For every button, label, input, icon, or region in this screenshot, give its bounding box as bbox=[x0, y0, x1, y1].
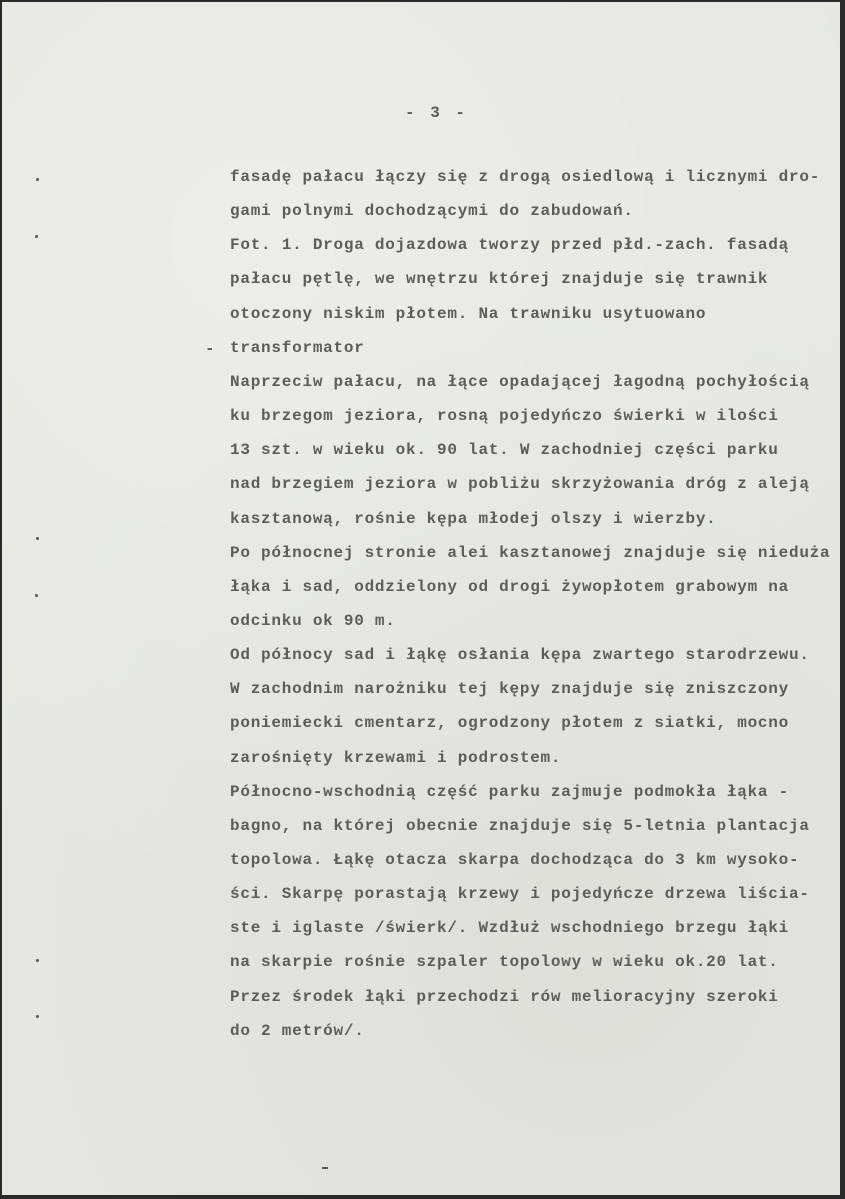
margin-mark bbox=[36, 537, 39, 540]
text-line: poniemiecki cmentarz, ogrodzony płotem z siatki, mocno bbox=[230, 714, 789, 733]
text-line: odcinku ok 90 m. bbox=[230, 611, 396, 630]
text-line: otoczony niskim płotem. Na trawniku usytuowano bbox=[230, 304, 707, 323]
text-line: Naprzeciw pałacu, na łące opadającej łagodną pochyłością bbox=[230, 372, 810, 391]
text-line: do 2 metrów/. bbox=[230, 1021, 365, 1040]
bottom-mark bbox=[322, 1167, 328, 1169]
margin-mark bbox=[35, 594, 38, 597]
text-line: transformator bbox=[230, 338, 365, 357]
text-line: łąka i sad, oddzielony od drogi żywopłotem grabowym na bbox=[230, 577, 789, 596]
page-number: - 3 - bbox=[405, 104, 469, 122]
text-line: pałacu pętlę, we wnętrzu której znajduje się trawnik bbox=[230, 270, 769, 289]
text-line: fasadę pałacu łączy się z drogą osiedlową i licznymi dro- bbox=[230, 168, 821, 186]
text-line: kasztanową, rośnie kępa młodej olszy i wierzby. bbox=[230, 509, 717, 528]
text-line: topolowa. Łąkę otacza skarpa dochodząca do 3 km wysoko- bbox=[230, 851, 800, 869]
margin-mark bbox=[36, 178, 39, 181]
text-line: Po północnej stronie alei kasztanowej znajduje się nieduża bbox=[230, 543, 831, 562]
text-line: zarośnięty krzewami i podrostem. bbox=[230, 748, 562, 767]
text-line: Fot. 1. Droga dojazdowa tworzy przed płd.-zach. fasadą bbox=[230, 236, 789, 255]
margin-dash: - bbox=[205, 340, 215, 358]
text-line: Przez środek łąki przechodzi rów melioracyjny szeroki bbox=[230, 987, 779, 1006]
text-line: nad brzegiem jeziora w pobliżu skrzyżowania dróg z aleją bbox=[230, 475, 810, 494]
text-line: gami polnymi dochodzącymi do zabudowań. bbox=[230, 202, 634, 221]
text-line: bagno, na której obecnie znajduje się 5-letnia plantacja bbox=[230, 816, 810, 835]
text-line: ku brzegom jeziora, rosną pojedyńczo świerki w ilości bbox=[230, 407, 779, 426]
margin-mark bbox=[36, 959, 39, 962]
text-line: Od północy sad i łąkę osłania kępa zwartego starodrzewu. bbox=[230, 646, 810, 665]
margin-mark bbox=[35, 235, 38, 238]
document-page bbox=[2, 2, 840, 1195]
text-line: na skarpie rośnie szpaler topolowy w wieku ok.20 lat. bbox=[230, 953, 779, 972]
text-line: Północno-wschodnią część parku zajmuje podmokła łąka - bbox=[230, 782, 789, 801]
text-line: ste i iglaste /świerk/. Wzdłuż wschodniego brzegu łąki bbox=[230, 919, 789, 938]
text-line: 13 szt. w wieku ok. 90 lat. W zachodniej części parku bbox=[230, 441, 779, 460]
text-line: ści. Skarpę porastają krzewy i pojedyńcze drzewa liścia- bbox=[230, 885, 810, 904]
margin-mark bbox=[36, 1015, 39, 1018]
text-line: W zachodnim narożniku tej kępy znajduje się zniszczony bbox=[230, 680, 789, 699]
